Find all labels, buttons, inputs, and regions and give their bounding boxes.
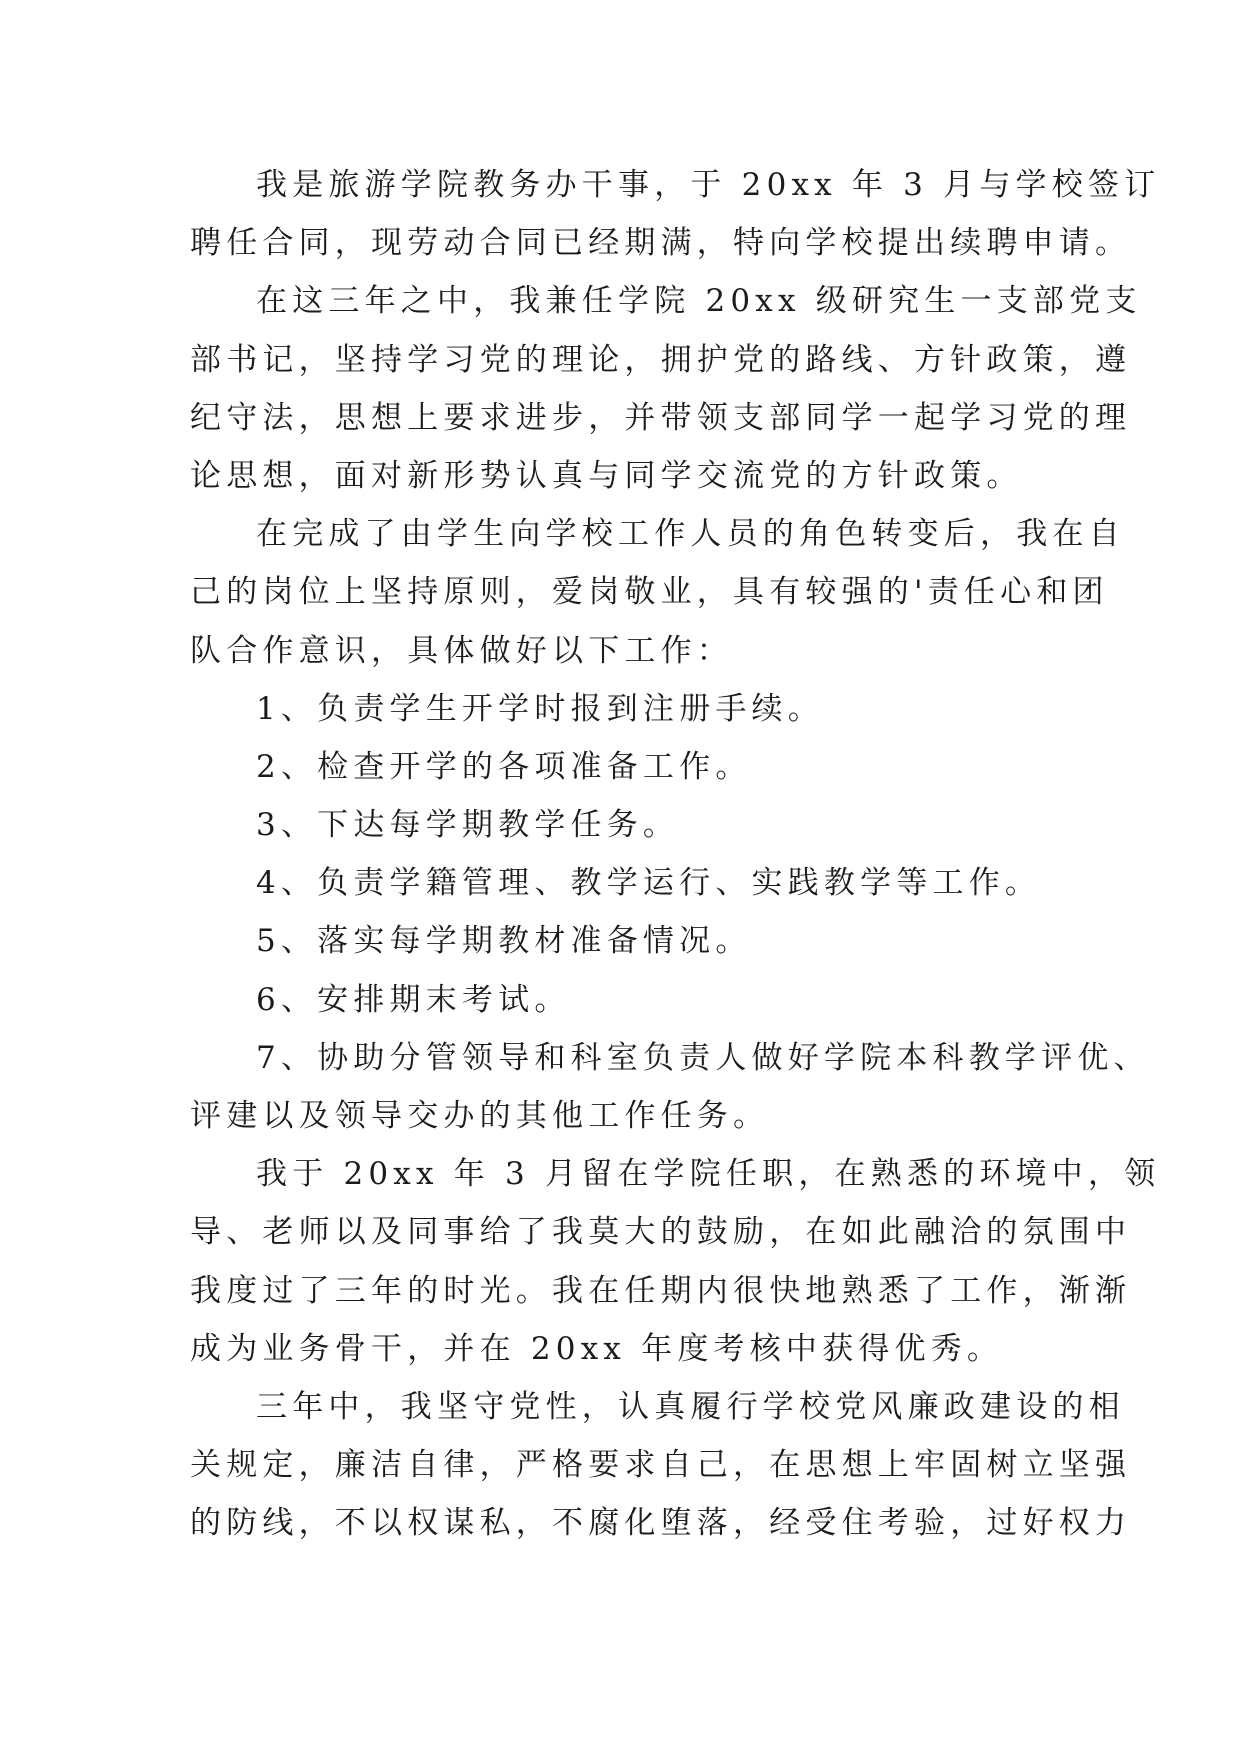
text-line: 在完成了由学生向学校工作人员的角色转变后，我在自: [256, 516, 1125, 553]
text-line: 部书记，坚持学习党的理论，拥护党的路线、方针政策，遵: [190, 341, 1132, 378]
text-line: 纪守法，思想上要求进步，并带领支部同学一起学习党的理: [190, 399, 1132, 436]
text-line: 成为业务骨干，并在 20xx 年度考核中获得优秀。: [190, 1330, 1004, 1367]
text-line: 在这三年之中，我兼任学院 20xx 级研究生一支部党支: [256, 283, 1142, 320]
text-line: 聘任合同，现劳动合同已经期满，特向学校提出续聘申请。: [190, 225, 1132, 262]
text-line: 论思想，面对新形势认真与同学交流党的方针政策。: [190, 457, 1023, 494]
text-line: 我于 20xx 年 3 月留在学院任职，在熟悉的环境中，领: [256, 1156, 1161, 1193]
text-line: 关规定，廉洁自律，严格要求自己，在思想上牢固树立坚强: [190, 1447, 1132, 1484]
text-line: 我是旅游学院教务办干事，于 20xx 年 3 月与学校签订: [256, 167, 1161, 203]
text-line: 我度过了三年的时光。我在任期内很快地熟悉了工作，渐渐: [190, 1272, 1132, 1309]
list-item: 3、下达每学期教学任务。: [256, 807, 680, 844]
text-line: 的防线，不以权谋私，不腐化堕落，经受住考验，过好权力: [190, 1505, 1132, 1542]
list-item: 2、检查开学的各项准备工作。: [256, 748, 752, 785]
document-body: [190, 156, 1161, 1553]
text-line: 导、老师以及同事给了我莫大的鼓励，在如此融洽的氛围中: [190, 1214, 1132, 1251]
list-item: 4、负责学籍管理、教学运行、实践教学等工作。: [256, 865, 1042, 902]
list-item: 1、负责学生开学时报到注册手续。: [256, 690, 824, 727]
text-line: 评建以及领导交办的其他工作任务。: [190, 1098, 770, 1134]
list-item: 7、协助分管领导和科室负责人做好学院本科教学评优、: [256, 1039, 1150, 1076]
text-line: 三年中，我坚守党性，认真履行学校党风廉政建设的相: [256, 1388, 1125, 1425]
text-line: 队合作意识，具体做好以下工作：: [190, 632, 733, 669]
list-item: 6、安排期末考试。: [256, 981, 571, 1018]
text-line: 己的岗位上坚持原则，爱岗敬业，具有较强的'责任心和团: [190, 574, 1109, 611]
list-item: 5、落实每学期教材准备情况。: [256, 923, 752, 960]
